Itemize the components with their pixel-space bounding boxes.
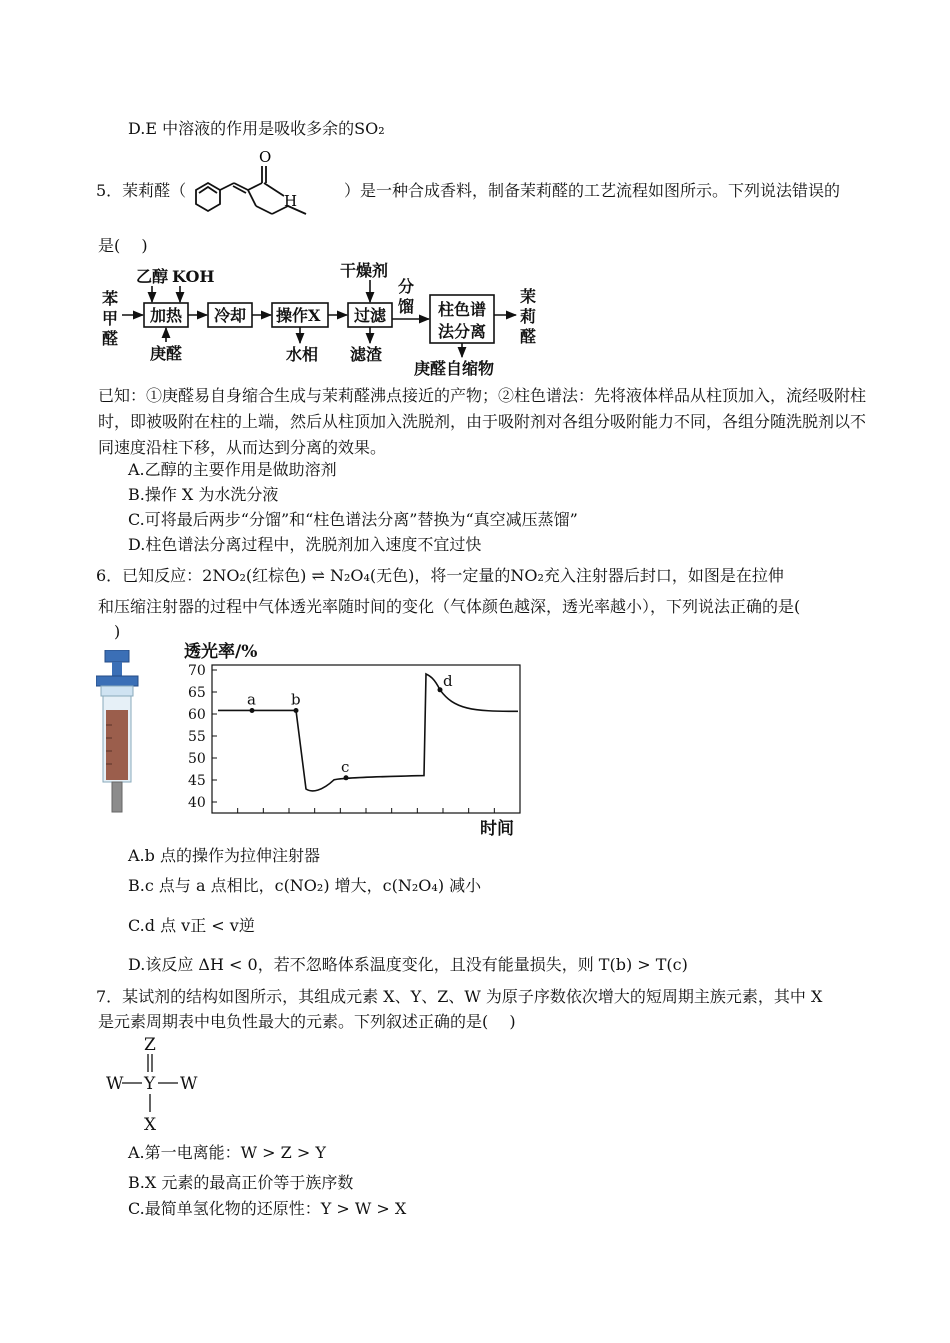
point-a — [250, 708, 255, 713]
flow-self-condensate: 庚醛自缩物 — [414, 359, 495, 378]
point-c — [344, 775, 349, 780]
flow-water-phase: 水相 — [286, 345, 319, 364]
y-tick-label: 55 — [188, 729, 206, 745]
flow-distill-2: 馏 — [398, 297, 415, 316]
chart-x-ticks — [238, 808, 495, 813]
flow-desiccant: 干燥剂 — [340, 261, 389, 280]
flow-column-label-2: 法分离 — [438, 322, 487, 341]
flow-heat-label: 加热 — [150, 306, 183, 325]
struct-center-atom: Y — [144, 1074, 156, 1094]
flow-filter-label: 过滤 — [354, 306, 387, 325]
q5-known-info: 已知：①庚醛易自身缩合生成与茉莉醛沸点接近的产物；②柱色谱法：先将液体样品从柱顶加入，流经吸附柱时，即被吸附在柱的上端，然后从柱顶加入洗脱剂，由于吸附剂对各组分吸附能力不同，各组分随洗脱剂以不同速度沿柱下移，从而达到分离的效果。 — [98, 386, 867, 457]
flow-koh: KOH — [172, 267, 215, 286]
flow-product-1: 茉 — [520, 287, 537, 306]
q6-stem-line2: 和压缩注射器的过程中气体透光率随时间的变化（气体颜色越深，透光率越小），下列说法正确的是( — [98, 597, 801, 616]
struct-bottom-atom: X — [144, 1115, 157, 1135]
q4-option-d: D.E 中溶液的作用是吸收多余的SO₂ — [128, 119, 385, 138]
q5-option-c: C.可将最后两步“分馏”和“柱色谱法分离”替换为“真空减压蒸馏” — [128, 510, 578, 529]
q6-transmittance-chart — [172, 637, 532, 842]
point-label-d: d — [443, 671, 453, 690]
flow-start-3: 醛 — [102, 329, 119, 348]
flow-start-2: 甲 — [102, 309, 119, 328]
jasminaldehyde-structure — [186, 146, 346, 228]
molecule-h-label: H — [284, 192, 298, 210]
flow-opx-label: 操作X — [276, 306, 321, 325]
q6-option-a: A.b 点的操作为拉伸注射器 — [128, 846, 320, 865]
chart-points — [247, 672, 453, 781]
q7-stem-line2: 是元素周期表中电负性最大的元素。下列叙述正确的是( ) — [98, 1012, 516, 1031]
q6-option-c: C.d 点 v正 < v逆 — [128, 916, 255, 935]
struct-right-atom: W — [180, 1074, 198, 1094]
chart-y-axis-label: 透光率/% — [184, 642, 258, 662]
y-tick-label: 60 — [188, 707, 206, 723]
chart-y-ticks — [188, 663, 217, 811]
flow-start-1: 苯 — [102, 289, 119, 308]
point-label-a: a — [247, 690, 256, 709]
q5-option-a: A.乙醇的主要作用是做助溶剂 — [128, 460, 337, 479]
q5-stem-line2: 是( ) — [98, 236, 148, 255]
y-tick-label: 50 — [188, 751, 206, 767]
flow-heptanal: 庚醛 — [150, 344, 183, 363]
q6-stem-line1: 6．已知反应：2NO₂(红棕色) ⇌ N₂O₄(无色)，将一定量的NO₂充入注射器后封口，如图是在拉伸 — [96, 566, 784, 585]
q7-structure-diagram — [100, 1032, 210, 1138]
flow-product-3: 醛 — [520, 327, 537, 346]
struct-top-atom: Z — [144, 1035, 156, 1055]
q7-option-a: A.第一电离能：W > Z > Y — [128, 1143, 326, 1162]
chart-x-axis-label: 时间 — [480, 819, 514, 839]
y-tick-label: 65 — [188, 685, 206, 701]
point-b — [294, 708, 299, 713]
q5-stem-prefix: 5．茉莉醛（ — [96, 181, 187, 200]
q5-stem-suffix: ）是一种合成香料，制备茉莉醛的工艺流程如图所示。下列说法错误的 — [344, 181, 841, 200]
flow-product-2: 莉 — [520, 307, 537, 326]
molecule-o-label: O — [259, 148, 272, 166]
q7-option-b: B.X 元素的最高正价等于族序数 — [128, 1173, 354, 1192]
struct-left-atom: W — [106, 1074, 124, 1094]
flow-column-label-1: 柱色谱 — [438, 300, 487, 319]
flow-ethanol: 乙醇 — [136, 267, 169, 286]
q5-process-flowchart — [96, 258, 546, 380]
y-tick-label: 70 — [188, 663, 206, 679]
y-tick-label: 40 — [188, 795, 206, 811]
syringe-illustration — [96, 650, 146, 816]
chart-series-line — [218, 671, 518, 791]
point-d — [438, 687, 443, 692]
point-label-c: c — [341, 757, 350, 776]
point-label-b: b — [291, 690, 301, 709]
y-tick-label: 45 — [188, 773, 206, 789]
q5-option-b: B.操作 X 为水洗分液 — [128, 485, 279, 504]
q6-option-b: B.c 点与 a 点相比，c(NO₂) 增大，c(N₂O₄) 减小 — [128, 876, 482, 895]
q7-stem-line1: 7．某试剂的结构如图所示，其组成元素 X、Y、Z、W 为原子序数依次增大的短周期主族元素，其中 X — [96, 987, 823, 1006]
q6-option-d: D.该反应 ΔH < 0，若不忽略体系温度变化，且没有能量损失，则 T(b) > T(c) — [128, 955, 688, 974]
flow-residue: 滤渣 — [350, 345, 383, 364]
flow-distill-1: 分 — [398, 277, 415, 296]
q6-stem-line3: ) — [98, 622, 121, 641]
q7-option-c: C.最简单氢化物的还原性：Y > W > X — [128, 1199, 407, 1218]
flow-cool-label: 冷却 — [214, 306, 247, 325]
q5-option-d: D.柱色谱法分离过程中，洗脱剂加入速度不宜过快 — [128, 535, 482, 554]
chart-frame — [212, 665, 520, 813]
